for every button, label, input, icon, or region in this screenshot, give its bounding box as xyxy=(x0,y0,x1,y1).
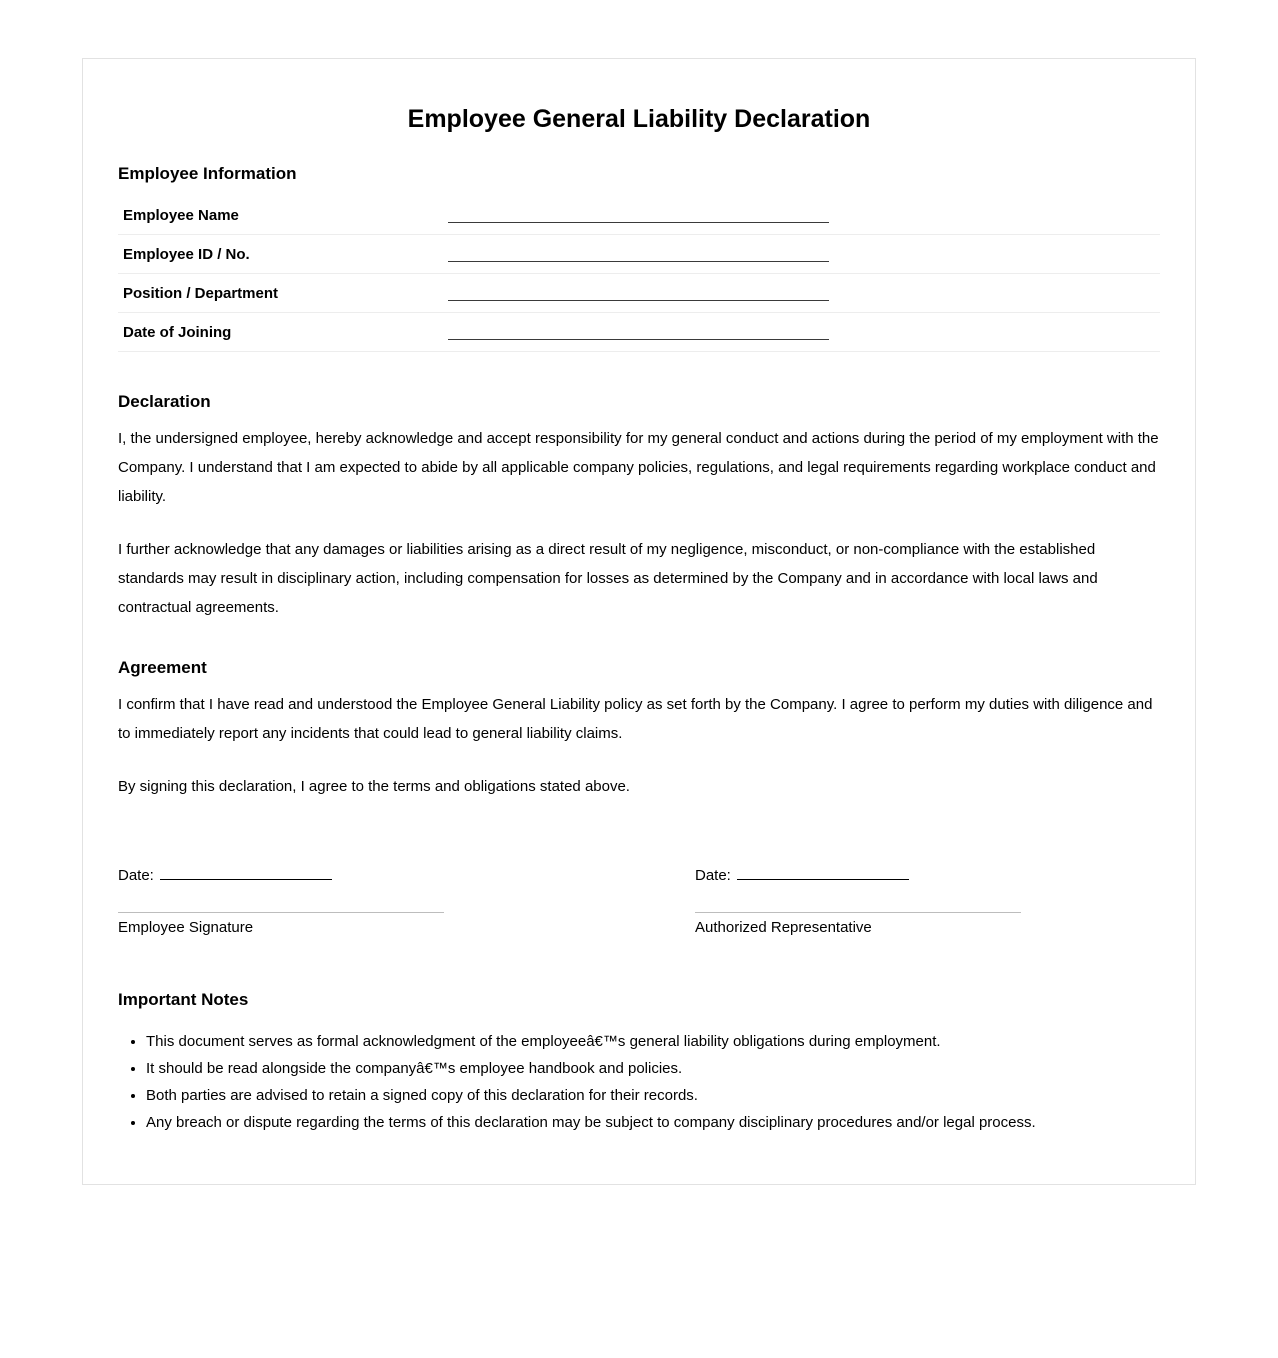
field-row-employee-name xyxy=(118,196,1160,235)
employee-signature-line xyxy=(118,912,444,913)
page-background xyxy=(0,58,1278,1358)
date-of-joining-label: Date of Joining xyxy=(123,323,232,341)
agreement-heading: Agreement xyxy=(118,658,207,677)
declaration-paragraph-1: I, the undersigned employee, hereby acknowledge and accept responsibility for my general conduct and actions during the period of my employment with the Company. I understand that I am expected to abide by all applicable company policies, regulations, and legal requirements regarding workplace conduct and liability. xyxy=(118,430,1159,505)
declaration-heading: Declaration xyxy=(118,392,211,411)
representative-date-label: Date: xyxy=(695,867,731,884)
employee-info-section xyxy=(118,164,1160,352)
agreement-paragraph-1: I confirm that I have read and understood the Employee General Liability policy as set forth by the Company. I agree to perform my duties with diligence and to immediately report any incidents that could lead to general liability claims. xyxy=(118,696,1153,742)
signature-area xyxy=(118,867,1160,936)
employee-id-fill-line xyxy=(448,261,829,262)
representative-signature-role-label: Authorized Representative xyxy=(695,919,872,936)
field-row-date-of-joining xyxy=(118,313,1160,352)
employee-date-label: Date: xyxy=(118,867,154,884)
important-notes-list xyxy=(118,1028,1160,1136)
agreement-section xyxy=(118,658,1160,801)
field-row-employee-id xyxy=(118,235,1160,274)
note-item-1: • This document serves as formal acknowledgment of the employeeâ€™s general liability obligations during employment. xyxy=(146,1028,1160,1055)
note-item-4: • Any breach or dispute regarding the terms of this declaration may be subject to company disciplinary procedures and/or legal process. xyxy=(146,1109,1160,1136)
authorized-representative-block xyxy=(695,867,1021,936)
document-title: Employee General Liability Declaration xyxy=(407,105,871,133)
position-department-fill-line xyxy=(448,300,829,301)
date-of-joining-fill-line xyxy=(448,339,829,340)
employee-name-fill-line xyxy=(448,222,829,223)
employee-info-table xyxy=(118,196,1160,352)
representative-signature-line xyxy=(695,912,1021,913)
declaration-paragraph-2: I further acknowledge that any damages or liabilities arising as a direct result of my negligence, misconduct, or non-compliance with the established standards may result in disciplinary action, including compensation for losses as determined by the Company and in accordance with local laws and contractual agreements. xyxy=(118,541,1098,616)
employee-signature-block xyxy=(118,867,444,936)
declaration-section xyxy=(118,392,1160,622)
field-row-position-department xyxy=(118,274,1160,313)
representative-date-line xyxy=(695,867,1021,884)
note-item-2: • It should be read alongside the companyâ€™s employee handbook and policies. xyxy=(146,1055,1160,1082)
representative-date-fill-line xyxy=(737,879,909,880)
employee-id-label: Employee ID / No. xyxy=(123,245,250,263)
employee-date-fill-line xyxy=(160,879,332,880)
important-notes-section xyxy=(118,990,1160,1136)
employee-info-heading: Employee Information xyxy=(118,164,297,183)
employee-name-label: Employee Name xyxy=(123,206,239,224)
employee-date-line xyxy=(118,867,444,884)
employee-signature-role-label: Employee Signature xyxy=(118,919,254,936)
document-page xyxy=(82,58,1196,1185)
position-department-label: Position / Department xyxy=(123,284,279,302)
agreement-paragraph-2: By signing this declaration, I agree to the terms and obligations stated above. xyxy=(118,778,630,795)
important-notes-heading: Important Notes xyxy=(118,990,249,1009)
note-item-3: • Both parties are advised to retain a signed copy of this declaration for their records. xyxy=(146,1082,1160,1109)
